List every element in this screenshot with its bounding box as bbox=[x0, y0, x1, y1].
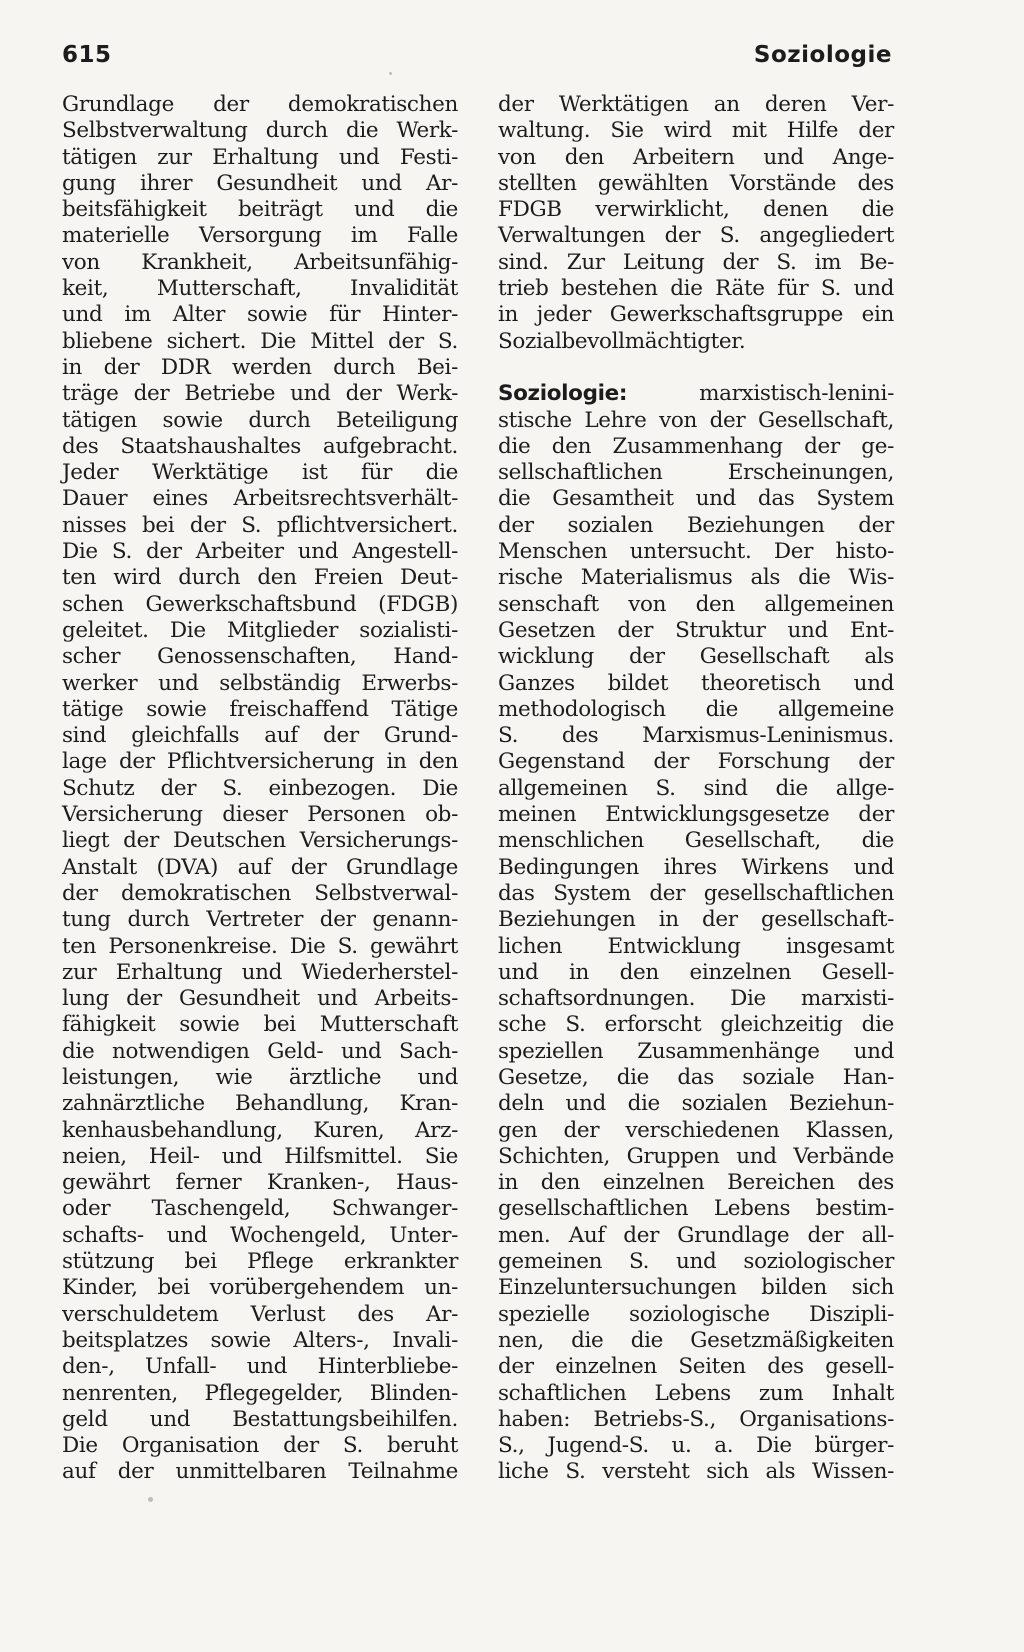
text-line: nenrenten, Pflegegelder, Blinden- bbox=[62, 1380, 458, 1406]
text-line: Selbstverwaltung durch die Werk- bbox=[62, 118, 458, 144]
text-line: Schutz der S. einbezogen. Die bbox=[62, 775, 458, 801]
text-line: stellten gewählten Vorstände des bbox=[498, 170, 894, 196]
text-line: und in den einzelnen Gesell- bbox=[498, 959, 894, 985]
left-column bbox=[62, 92, 458, 1486]
text-line: von den Arbeitern und Ange- bbox=[498, 144, 894, 170]
text-line: verschuldetem Verlust des Ar- bbox=[62, 1301, 458, 1327]
paragraph-gap bbox=[498, 355, 894, 381]
text-line: Gesetzen der Struktur und Ent- bbox=[498, 617, 894, 643]
text-line: liegt der Deutschen Versicherungs- bbox=[62, 828, 458, 854]
text-line: des Staatshaushaltes aufgebracht. bbox=[62, 433, 458, 459]
text-line: materielle Versorgung im Falle bbox=[62, 223, 458, 249]
text-line: zahnärztliche Behandlung, Kran- bbox=[62, 1091, 458, 1117]
text-line: meinen Entwicklungsgesetze der bbox=[498, 802, 894, 828]
text-line: gesellschaftlichen Lebens bestim- bbox=[498, 1196, 894, 1222]
text-line: schafts- und Wochengeld, Unter- bbox=[62, 1222, 458, 1248]
text-line: auf der unmittelbaren Teilnahme bbox=[62, 1459, 458, 1485]
text-line: bliebene sichert. Die Mittel der S. bbox=[62, 328, 458, 354]
text-line: nen, die die Gesetzmäßigkeiten bbox=[498, 1327, 894, 1353]
text-line: gung ihrer Gesundheit und Ar- bbox=[62, 170, 458, 196]
scan-speck bbox=[389, 72, 392, 75]
text-line: liche S. versteht sich als Wissen- bbox=[498, 1459, 894, 1485]
text-line: methodologisch die allgemeine bbox=[498, 696, 894, 722]
text-line: das System der gesellschaftlichen bbox=[498, 880, 894, 906]
text-line: haben: Betriebs-S., Organisations- bbox=[498, 1406, 894, 1432]
text-line: Menschen untersucht. Der histo- bbox=[498, 539, 894, 565]
text-line: beitsplatzes sowie Alters-, Invali- bbox=[62, 1327, 458, 1353]
text-line: sellschaftlichen Erscheinungen, bbox=[498, 460, 894, 486]
text-line: speziellen Zusammenhänge und bbox=[498, 1038, 894, 1064]
text-line: menschlichen Gesellschaft, die bbox=[498, 828, 894, 854]
text-line: lichen Entwicklung insgesamt bbox=[498, 933, 894, 959]
text-line: den-, Unfall- und Hinterbliebe- bbox=[62, 1354, 458, 1380]
page-number: 615 bbox=[62, 42, 112, 68]
text-line: Sozialbevollmächtigter. bbox=[498, 328, 746, 354]
text-line: lung der Gesundheit und Arbeits- bbox=[62, 986, 458, 1012]
text-line: leistungen, wie ärztliche und bbox=[62, 1064, 458, 1090]
entry-first-line-text: marxistisch-lenini- bbox=[699, 381, 894, 407]
text-line: spezielle soziologische Diszipli- bbox=[498, 1301, 894, 1327]
text-line: schen Gewerkschaftsbund (FDGB) bbox=[62, 591, 458, 617]
text-line: Grundlage der demokratischen bbox=[62, 92, 458, 117]
text-line: stützung bei Pflege erkrankter bbox=[62, 1249, 458, 1275]
text-line: Beziehungen in der gesellschaft- bbox=[498, 907, 894, 933]
text-line: oder Taschengeld, Schwanger- bbox=[62, 1196, 458, 1222]
text-line: Kinder, bei vorübergehendem un- bbox=[62, 1275, 458, 1301]
headword: Soziologie: bbox=[498, 381, 628, 407]
text-line: lage der Pflichtversicherung in den bbox=[62, 749, 458, 775]
text-line: Gegenstand der Forschung der bbox=[498, 749, 894, 775]
text-line: die Gesamtheit und das System bbox=[498, 486, 894, 512]
continuation-text bbox=[498, 92, 894, 355]
text-line: trieb bestehen die Räte für S. und bbox=[498, 276, 894, 302]
text-line: gewährt ferner Kranken-, Haus- bbox=[62, 1170, 458, 1196]
text-line: sind gleichfalls auf der Grund- bbox=[62, 723, 458, 749]
entry-soziologie bbox=[498, 381, 894, 1485]
text-line: Anstalt (DVA) auf der Grundlage bbox=[62, 854, 458, 880]
text-line: ten wird durch den Freien Deut- bbox=[62, 565, 458, 591]
text-line: gemeinen S. und soziologischer bbox=[498, 1249, 894, 1275]
text-line: werker und selbständig Erwerbs- bbox=[62, 670, 458, 696]
running-head: Soziologie bbox=[753, 42, 892, 68]
text-line: S., Jugend-S. u. a. Die bürger- bbox=[498, 1433, 894, 1459]
text-line: der sozialen Beziehungen der bbox=[498, 512, 894, 538]
text-line: Gesetze, die das soziale Han- bbox=[498, 1064, 894, 1090]
text-line: in der DDR werden durch Bei- bbox=[62, 354, 458, 380]
text-line: schaftsordnungen. Die marxisti- bbox=[498, 986, 894, 1012]
text-line: scher Genossenschaften, Hand- bbox=[62, 644, 458, 670]
text-line: Die S. der Arbeiter und Angestell- bbox=[62, 539, 458, 565]
text-line: FDGB verwirklicht, denen die bbox=[498, 197, 894, 223]
text-line: tätigen sowie durch Beteiligung bbox=[62, 407, 458, 433]
text-line: fähigkeit sowie bei Mutterschaft bbox=[62, 1012, 458, 1038]
text-line: sind. Zur Leitung der S. im Be- bbox=[498, 249, 894, 275]
text-line: Schichten, Gruppen und Verbände bbox=[498, 1143, 894, 1169]
text-line: Dauer eines Arbeitsrechtsverhält- bbox=[62, 486, 458, 512]
text-line: S. des Marxismus-Leninismus. bbox=[498, 723, 894, 749]
text-line: ten Personenkreise. Die S. gewährt bbox=[62, 933, 458, 959]
text-line: beitsfähigkeit beiträgt und die bbox=[62, 197, 458, 223]
entry-first-line bbox=[498, 381, 894, 407]
text-line: Einzeluntersuchungen bilden sich bbox=[498, 1275, 894, 1301]
text-line: der demokratischen Selbstverwal- bbox=[62, 880, 458, 906]
text-line: neien, Heil- und Hilfsmittel. Sie bbox=[62, 1143, 458, 1169]
text-line: Jeder Werktätige ist für die bbox=[62, 460, 458, 486]
text-line: Die Organisation der S. beruht bbox=[62, 1433, 458, 1459]
text-line: Bedingungen ihres Wirkens und bbox=[498, 854, 894, 880]
text-line: der Werktätigen an deren Ver- bbox=[498, 92, 894, 117]
text-line: keit, Mutterschaft, Invalidität bbox=[62, 276, 458, 302]
text-line: rische Materialismus als die Wis- bbox=[498, 565, 894, 591]
text-line: deln und die sozialen Beziehun- bbox=[498, 1091, 894, 1117]
text-line: Versicherung dieser Personen ob- bbox=[62, 802, 458, 828]
text-line: kenhausbehandlung, Kuren, Arz- bbox=[62, 1117, 458, 1143]
text-line: geld und Bestattungsbeihilfen. bbox=[62, 1406, 458, 1432]
text-line: tung durch Vertreter der genann- bbox=[62, 907, 458, 933]
text-line: nisses bei der S. pflichtversichert. bbox=[62, 512, 458, 538]
scan-speck bbox=[148, 1497, 153, 1502]
text-line: in jeder Gewerkschaftsgruppe ein bbox=[498, 302, 894, 328]
text-line: von Krankheit, Arbeitsunfähig- bbox=[62, 249, 458, 275]
text-line: schaftlichen Lebens zum Inhalt bbox=[498, 1380, 894, 1406]
text-line: senschaft von den allgemeinen bbox=[498, 591, 894, 617]
text-line: men. Auf der Grundlage der all- bbox=[498, 1222, 894, 1248]
right-column bbox=[498, 92, 894, 1486]
text-line: und im Alter sowie für Hinter- bbox=[62, 302, 458, 328]
text-line: waltung. Sie wird mit Hilfe der bbox=[498, 118, 894, 144]
text-line: zur Erhaltung und Wiederherstel- bbox=[62, 959, 458, 985]
text-line: stische Lehre von der Gesellschaft, bbox=[498, 407, 894, 433]
text-line: geleitet. Die Mitglieder sozialisti- bbox=[62, 617, 458, 643]
text-line: Verwaltungen der S. angegliedert bbox=[498, 223, 894, 249]
text-line: wicklung der Gesellschaft als bbox=[498, 644, 894, 670]
text-line: der einzelnen Seiten des gesell- bbox=[498, 1354, 894, 1380]
text-line: die notwendigen Geld- und Sach- bbox=[62, 1038, 458, 1064]
text-line: gen der verschiedenen Klassen, bbox=[498, 1117, 894, 1143]
text-line: allgemeinen S. sind die allge- bbox=[498, 775, 894, 801]
text-line: tätige sowie freischaffend Tätige bbox=[62, 696, 458, 722]
text-line: tätigen zur Erhaltung und Festi- bbox=[62, 144, 458, 170]
text-line: sche S. erforscht gleichzeitig die bbox=[498, 1012, 894, 1038]
text-line: träge der Betriebe und der Werk- bbox=[62, 381, 458, 407]
text-line: in den einzelnen Bereichen des bbox=[498, 1170, 894, 1196]
text-line: die den Zusammenhang der ge- bbox=[498, 433, 894, 459]
text-line: Ganzes bildet theoretisch und bbox=[498, 670, 894, 696]
